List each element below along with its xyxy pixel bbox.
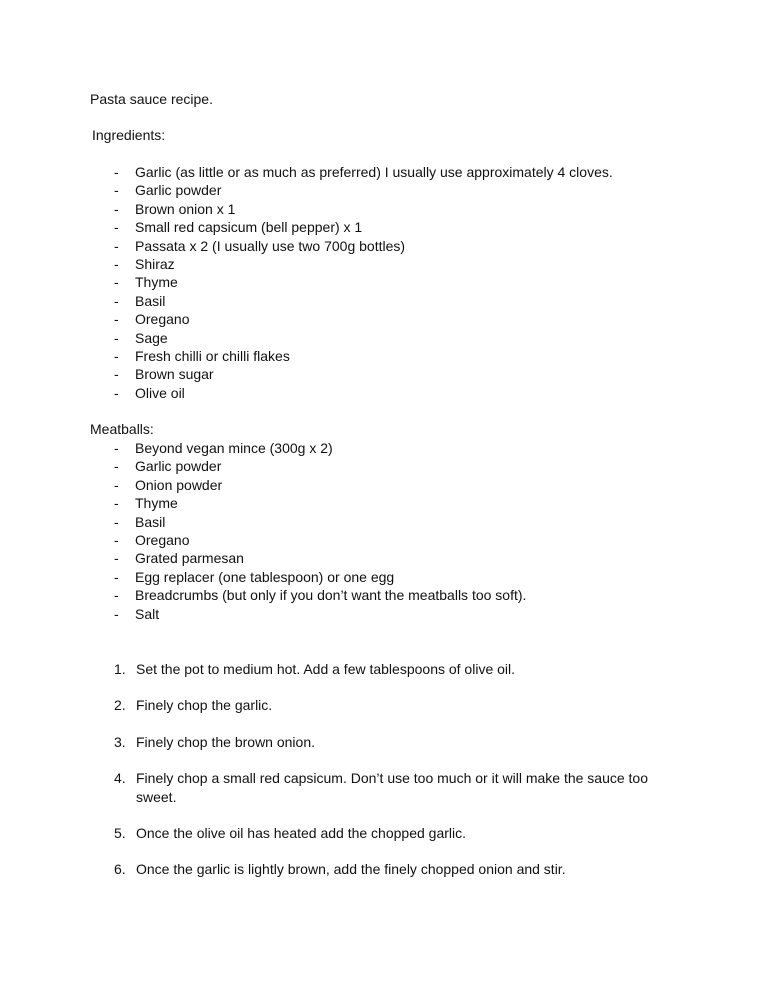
list-item: - Grated parmesan — [114, 550, 244, 567]
list-item: - Garlic (as little or as much as preferred) I usually use approximately 4 cloves. — [114, 164, 613, 180]
list-item: - Passata x 2 (I usually use two 700g bottles) — [114, 237, 406, 254]
steps-list — [90, 660, 670, 897]
list-item: - Small red capsicum (bell pepper) x 1 — [114, 219, 363, 236]
list-item: - Thyme — [114, 274, 178, 291]
list-item: - Fresh chilli or chilli flakes — [114, 347, 290, 364]
list-item: - Brown sugar — [114, 366, 214, 383]
list-item: - Thyme — [114, 495, 178, 512]
list-item: - Breadcrumbs (but only if you don’t want the meatballs too soft). — [114, 587, 527, 604]
step-item: 6. Once the garlic is lightly brown, add the finely chopped onion and stir. — [114, 861, 566, 878]
list-item: - Oregano — [114, 531, 190, 548]
list-item: - Garlic powder — [114, 182, 222, 199]
meatballs-heading: Meatballs: — [90, 421, 154, 437]
list-item: - Shiraz — [114, 255, 175, 272]
ingredients-list — [90, 163, 613, 402]
step-item: 5. Once the olive oil has heated add the chopped garlic. — [114, 825, 467, 842]
step-item: 4. Finely chop a small red capsicum. Don’t use too much or it will make the sauce too sweet. — [114, 770, 649, 805]
list-item: - Onion powder — [114, 476, 223, 493]
list-item: - Olive oil — [114, 384, 185, 401]
step-item: 3. Finely chop the brown onion. — [114, 733, 315, 750]
step-item: 2. Finely chop the garlic. — [114, 697, 273, 714]
list-item: - Sage — [114, 329, 168, 346]
list-item: - Oregano — [114, 311, 190, 328]
ingredients-heading: Ingredients: — [92, 127, 166, 143]
step-item: 1. Set the pot to medium hot. Add a few tablespoons of olive oil. — [114, 661, 516, 677]
list-item: - Brown onion x 1 — [114, 200, 236, 217]
meatballs-list — [90, 439, 526, 623]
list-item: - Beyond vegan mince (300g x 2) — [114, 440, 333, 456]
list-item: - Salt — [114, 605, 160, 622]
list-item: - Basil — [114, 292, 166, 309]
recipe-title: Pasta sauce recipe. — [90, 91, 213, 107]
list-item: - Basil — [114, 513, 166, 530]
list-item: - Egg replacer (one tablespoon) or one egg — [114, 568, 395, 585]
list-item: - Garlic powder — [114, 458, 222, 475]
